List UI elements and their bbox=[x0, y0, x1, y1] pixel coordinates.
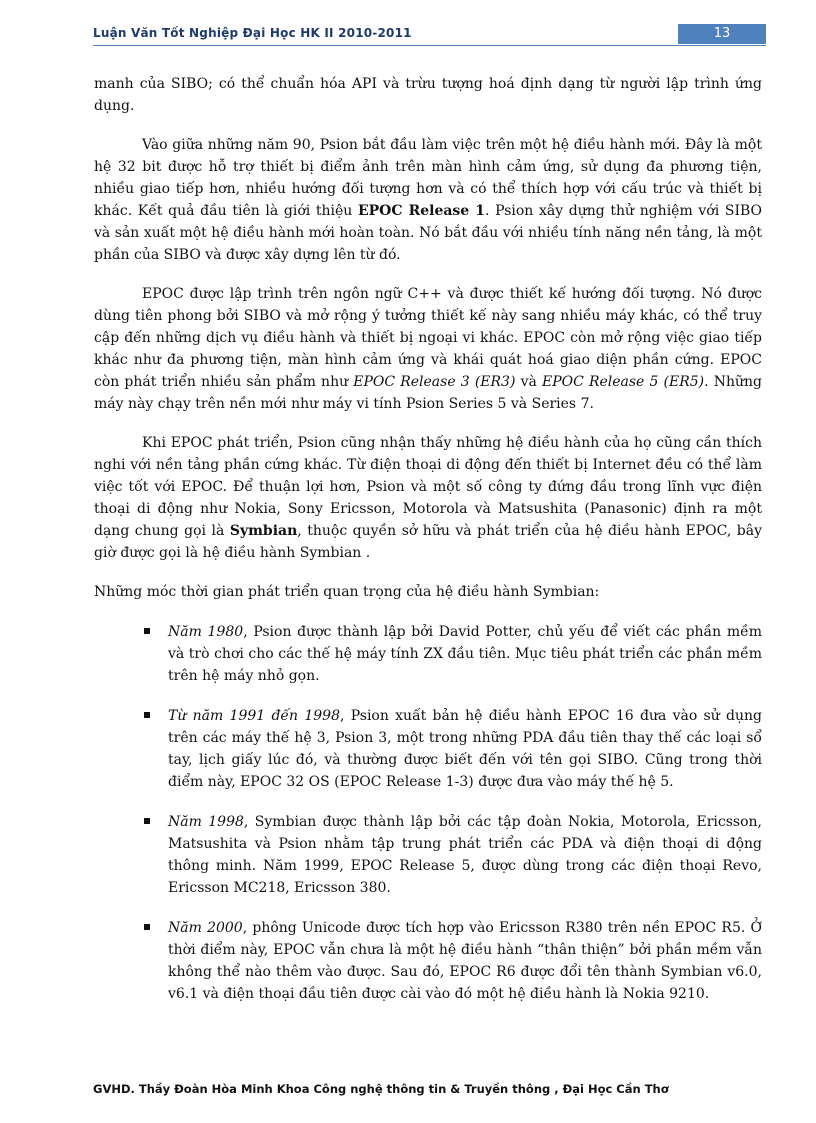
list-item bbox=[144, 917, 762, 1005]
list-item-text: , Psion xuất bản hệ điều hành EPOC 16 đưa vào sử dụng trên các máy thế hệ 3, Psion 3, một trong những PDA đầu tiên thay thế các loại sổ tay, lịch giấy lúc đó, và thường được biết đến với tên gọi SIBO. Cũng trong thời điểm này, EPOC 32 OS (EPOC Release 1-3) được đưa vào máy thế hệ 5. bbox=[168, 708, 762, 790]
text-run: EPOC được lập trình trên ngôn ngữ C++ và được thiết kế hướng đối tượng. Nó được dùng tiên phong bởi SIBO và mở rộng ý tưởng thiết kế này sang nhiều máy khác, có thể truy cập đến những dịch vụ điều hành và thiết bị ngoại vi khác. EPOC còn mở rộng việc giao tiếp khác như đa phương tiện, màn hình cảm ứng và khái quát hoá giao diện phần cứng. EPOC còn phát triển nhiều sản phẩm như bbox=[94, 286, 762, 390]
page-footer: GVHD. Thầy Đoàn Hòa Minh Khoa Công nghệ thông tin & Truyền thông , Đại Học Cần Thơ bbox=[93, 1082, 669, 1096]
header-title: Luận Văn Tốt Nghiệp Đại Học HK II 2010-2011 bbox=[93, 26, 412, 40]
text-run: và bbox=[515, 374, 542, 390]
bold-term: Symbian bbox=[229, 523, 298, 539]
document-body bbox=[94, 73, 762, 1023]
list-item bbox=[144, 621, 762, 687]
list-item bbox=[144, 705, 762, 793]
list-item-label: Năm 2000 bbox=[168, 920, 243, 936]
list-item-text: , Symbian được thành lập bởi các tập đoàn Nokia, Motorola, Ericsson, Matsushita và Psion nhằm tập trung phát triển các PDA và điện thoại di động thông minh. Năm 1999, EPOC Release 5, được dùng trong các điện thoại Revo, Ericsson MC218, Ericsson 380. bbox=[168, 814, 762, 896]
page-header bbox=[93, 24, 766, 44]
list-item-label: Từ năm 1991 đến 1998 bbox=[168, 708, 340, 724]
paragraph-continuation: manh của SIBO; có thể chuẩn hóa API và trừu tượng hoá định dạng từ người lập trình ứng dụng. bbox=[94, 76, 762, 114]
text-run: . Psion xây dựng thử nghiệm với SIBO và sản xuất một hệ điều hành mới hoàn toàn. Nó bắt đầu với nhiều tính năng nền tảng, là một phần của SIBO và được xây dựng lên từ đó. bbox=[94, 203, 763, 263]
bold-term: EPOC Release 1 bbox=[357, 203, 486, 219]
list-item-label: Năm 1998 bbox=[168, 814, 244, 830]
italic-term: EPOC Release 3 (ER3) bbox=[353, 374, 516, 390]
page-number-badge: 13 bbox=[678, 24, 766, 44]
paragraph-epoc-release-1 bbox=[94, 134, 762, 266]
paragraph-epoc-cpp bbox=[94, 283, 762, 415]
list-item bbox=[144, 811, 762, 899]
timeline-list bbox=[94, 621, 762, 1005]
text-run: Vào giữa những năm 90, Psion bắt đầu làm việc trên một hệ điều hành mới. Đây là một hệ 32 bit được hỗ trợ thiết bị điểm ảnh trên màn hình cảm ứng, sử dụng đa phương tiện, nhiều giao tiếp hơn, nhiều hướng đối tượng hơn và có thể thích hợp với cấu trúc và thiết bị khác. Kết quả đầu tiên là giới thiệu bbox=[94, 137, 762, 219]
list-item-text: , Psion được thành lập bởi David Potter, chủ yếu để viết các phần mềm và trò chơi cho các thế hệ máy tính ZX đầu tiên. Mục tiêu phát triển các phần mềm trên hệ máy nhỏ gọn. bbox=[168, 624, 762, 684]
text-run: . Những máy này chạy trên nền mới như máy vi tính Psion Series 5 và Series 7. bbox=[94, 374, 762, 412]
list-item-label: Năm 1980 bbox=[168, 624, 244, 640]
text-run: Khi EPOC phát triển, Psion cũng nhận thấy những hệ điều hành của họ cũng cần thích nghi với nền tảng phần cứng khác. Từ điện thoại di động đến thiết bị Internet đều có thể làm việc tốt với EPOC. Để thuận lợi hơn, Psion và một số công ty đứng đầu trong lĩnh vực điện thoại di động như Nokia, Sony Ericsson, Motorola và Matsushita (Panasonic) định ra một dạng chung gọi là bbox=[94, 435, 762, 539]
text-run: , thuộc quyền sở hữu và phát triển của hệ điều hành EPOC, bây giờ được gọi là hệ điều hành Symbian . bbox=[94, 523, 763, 561]
paragraph-symbian bbox=[94, 432, 762, 564]
timeline-intro: Những móc thời gian phát triển quan trọng của hệ điều hành Symbian: bbox=[94, 584, 600, 600]
header-divider bbox=[93, 45, 766, 46]
list-item-text: , phông Unicode được tích hợp vào Ericsson R380 trên nền EPOC R5. Ở thời điểm này, EPOC vẫn chưa là một hệ điều hành “thân thiện” bởi phần mềm vẫn không thể nào thêm vào được. Sau đó, EPOC R6 được đổi tên thành Symbian v6.0, v6.1 và điện thoại đầu tiên được cài vào đó một hệ điều hành là Nokia 9210. bbox=[168, 920, 763, 1002]
italic-term: EPOC Release 5 (ER5) bbox=[541, 374, 705, 390]
